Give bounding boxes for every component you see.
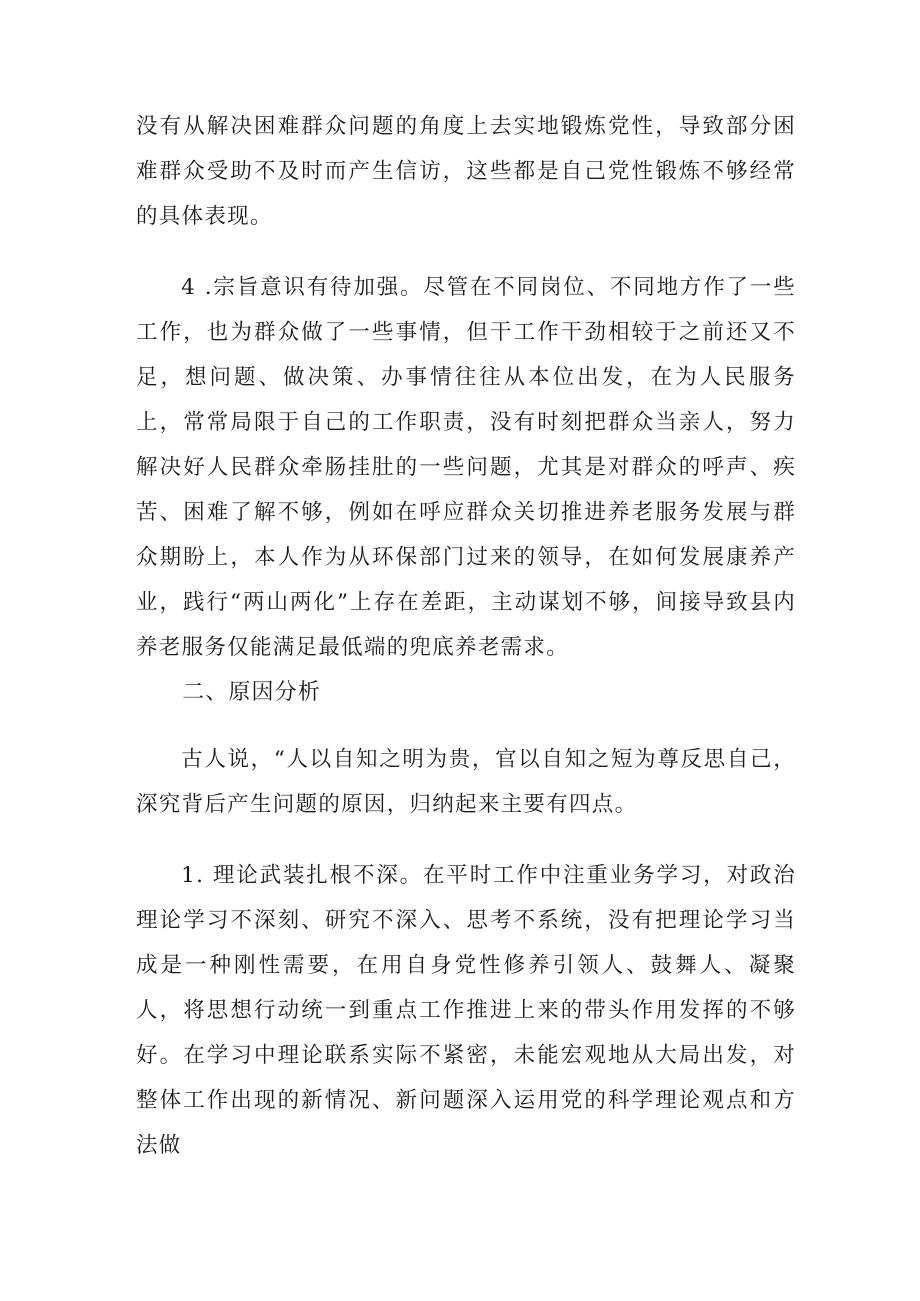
section-heading-cause-analysis: 二、原因分析 xyxy=(182,680,321,705)
paragraph-purpose-awareness: 4 .宗旨意识有待加强。尽管在不同岗位、不同地方作了一些工作，也为群众做了一些事情，但干工作干劲相较于之前还又不足，想问题、做决策、办事情往往从本位出发，在为人民服务上，常常局限于自己的工作职责，没有时刻把群众当亲人，努力解决好人民群众牵肠挂肚的一些问题，尤其是对群众的呼声、疾苦、困难了解不够，例如在呼应群众关切推进养老服务发展与群众期盼上，本人作为从环保部门过来的领导，在如何发展康养产业，践行“两山两化”上存在差距，主动谋划不够，间接导致县内养老服务仅能满足最低端的兜底养老需求。 xyxy=(136,275,796,660)
paragraph-theory-armament: 1. 理论武装扎根不深。在平时工作中注重业务学习，对政治理论学习不深刻、研究不深入、思考不系统，没有把理论学习当成是一种刚性需要，在用自身党性修养引领人、鼓舞人、凝聚人，将思想行动统一到重点工作推进上来的带头作用发挥的不够好。在学习中理论联系实际不紧密，未能宏观地从大局出发，对整体工作出现的新情况、新问题深入运用党的科学理论观点和方法做 xyxy=(136,863,796,1158)
document-body xyxy=(136,104,796,1168)
paragraph-continuation: 没有从解决困难群众问题的角度上去实地锻炼党性，导致部分困难群众受助不及时而产生信访，这些都是自己党性锻炼不够经常的具体表现。 xyxy=(136,114,796,229)
paragraph-ancient-saying: 古人说，“人以自知之明为贵，官以自知之短为尊反思自己，深究背后产生问题的原因，归纳起来主要有四点。 xyxy=(136,747,796,817)
